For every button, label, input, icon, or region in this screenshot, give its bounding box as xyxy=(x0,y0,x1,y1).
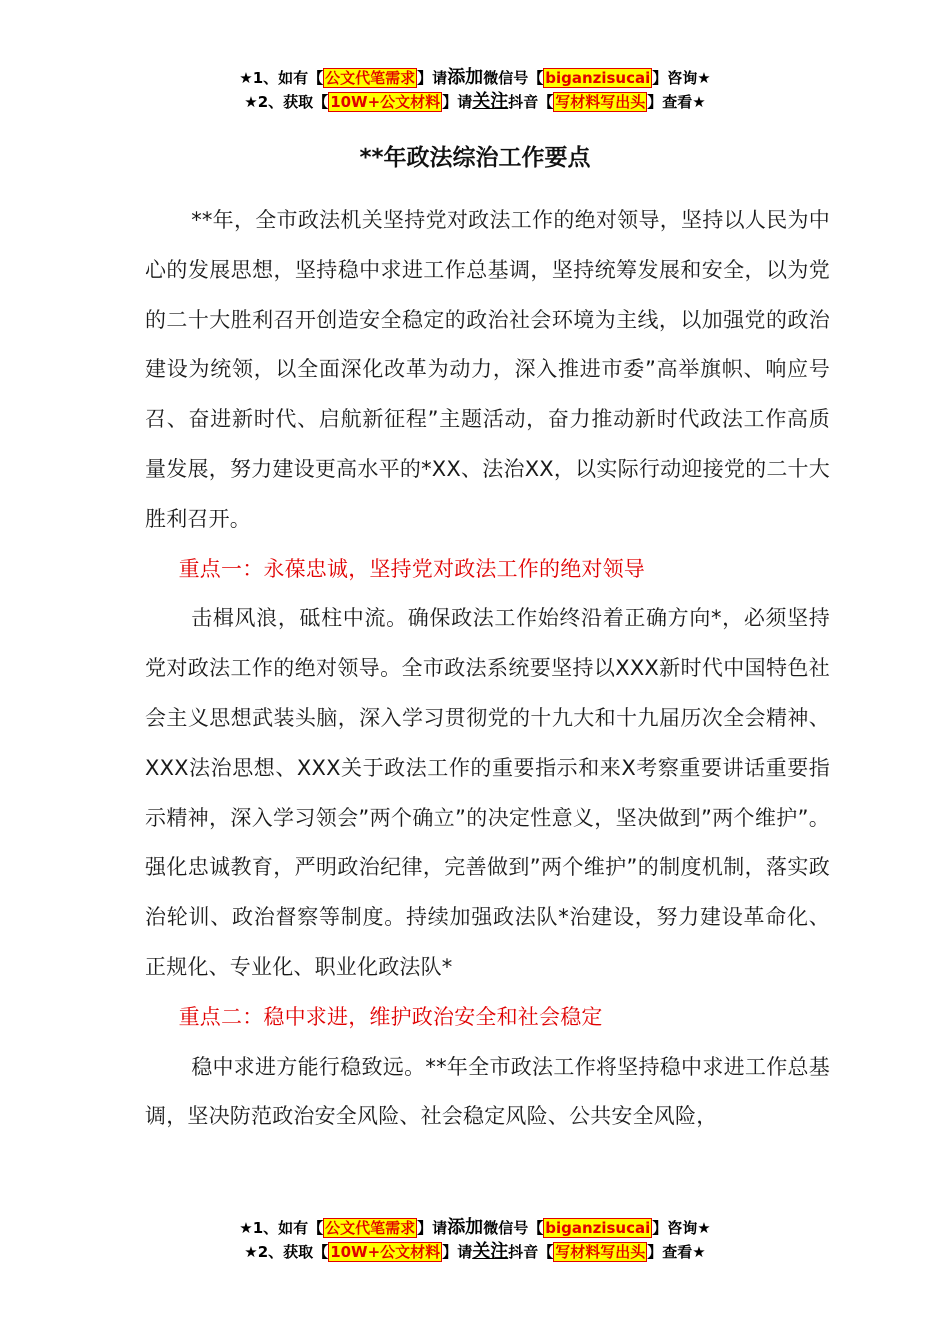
banner-line-2: ★2、获取【 10W+公文材料 】请关注抖音【 写材料写出头 】查看★ xyxy=(244,91,706,112)
banner-line-1: ★1、如有【 公文代笔需求 】请添加微信号【 biganzisucai 】咨询★ xyxy=(239,1217,711,1238)
banner-line-2: ★2、获取【 10W+公文材料 】请关注抖音【 写材料写出头 】查看★ xyxy=(244,1241,706,1262)
header-banner xyxy=(0,66,950,114)
document-body xyxy=(145,196,830,1142)
douyin-id: 写材料写出头 xyxy=(555,93,646,111)
paragraph: **年，全市政法机关坚持党对政法工作的绝对领导，坚持以人民为中心的发展思想，坚持稳中求进工作总基调，坚持统筹发展和安全，以为党的二十大胜利召开创造安全稳定的政治社会环境为主线，以加强党的政治建设为统领，以全面深化改革为动力，深入推进市委”高举旗帜、响应号召、奋进新时代、启航新征程”主题活动，奋力推动新时代政法工作高质量发展，努力建设更高水平的*XX、法治XX，以实际行动迎接党的二十大胜利召开。 xyxy=(145,208,830,531)
document-title: **年政法综治工作要点 xyxy=(359,145,591,171)
highlight-tag: 10W+公文材料 xyxy=(330,1243,441,1261)
section-heading: 重点二：稳中求进，维护政治安全和社会稳定 xyxy=(178,1004,603,1029)
highlight-tag: 10W+公文材料 xyxy=(330,93,441,111)
highlight-tag: 公文代笔需求 xyxy=(325,1219,416,1237)
section-heading: 重点一：永葆忠诚，坚持党对政法工作的绝对领导 xyxy=(178,556,645,581)
paragraph: 击楫风浪，砥柱中流。确保政法工作始终沿着正确方向*，必须坚持党对政法工作的绝对领导。全市政法系统要坚持以XXX新时代中国特色社会主义思想武装头脑，深入学习贯彻党的十九大和十九届历次全会精神、XXX法治思想、XXX关于政法工作的重要指示和来X考察重要讲话重要指示精神，深入学习领会”两个确立”的决定性意义，坚决做到”两个维护”。强化忠诚教育，严明政治纪律，完善做到”两个维护”的制度机制，落实政治轮训、政治督察等制度。持续加强政法队*治建设，努力建设革命化、正规化、专业化、职业化政法队* xyxy=(145,606,830,979)
highlight-tag: 公文代笔需求 xyxy=(325,69,416,87)
banner-line-1: ★1、如有【 公文代笔需求 】请添加微信号【 biganzisucai 】咨询★ xyxy=(239,67,711,88)
douyin-id: 写材料写出头 xyxy=(555,1243,646,1261)
wechat-id: biganzisucai xyxy=(545,1219,651,1237)
wechat-id: biganzisucai xyxy=(545,69,651,87)
footer-banner xyxy=(0,1216,950,1264)
paragraph: 稳中求进方能行稳致远。**年全市政法工作将坚持稳中求进工作总基调，坚决防范政治安全风险、社会稳定风险、公共安全风险， xyxy=(145,1054,830,1129)
